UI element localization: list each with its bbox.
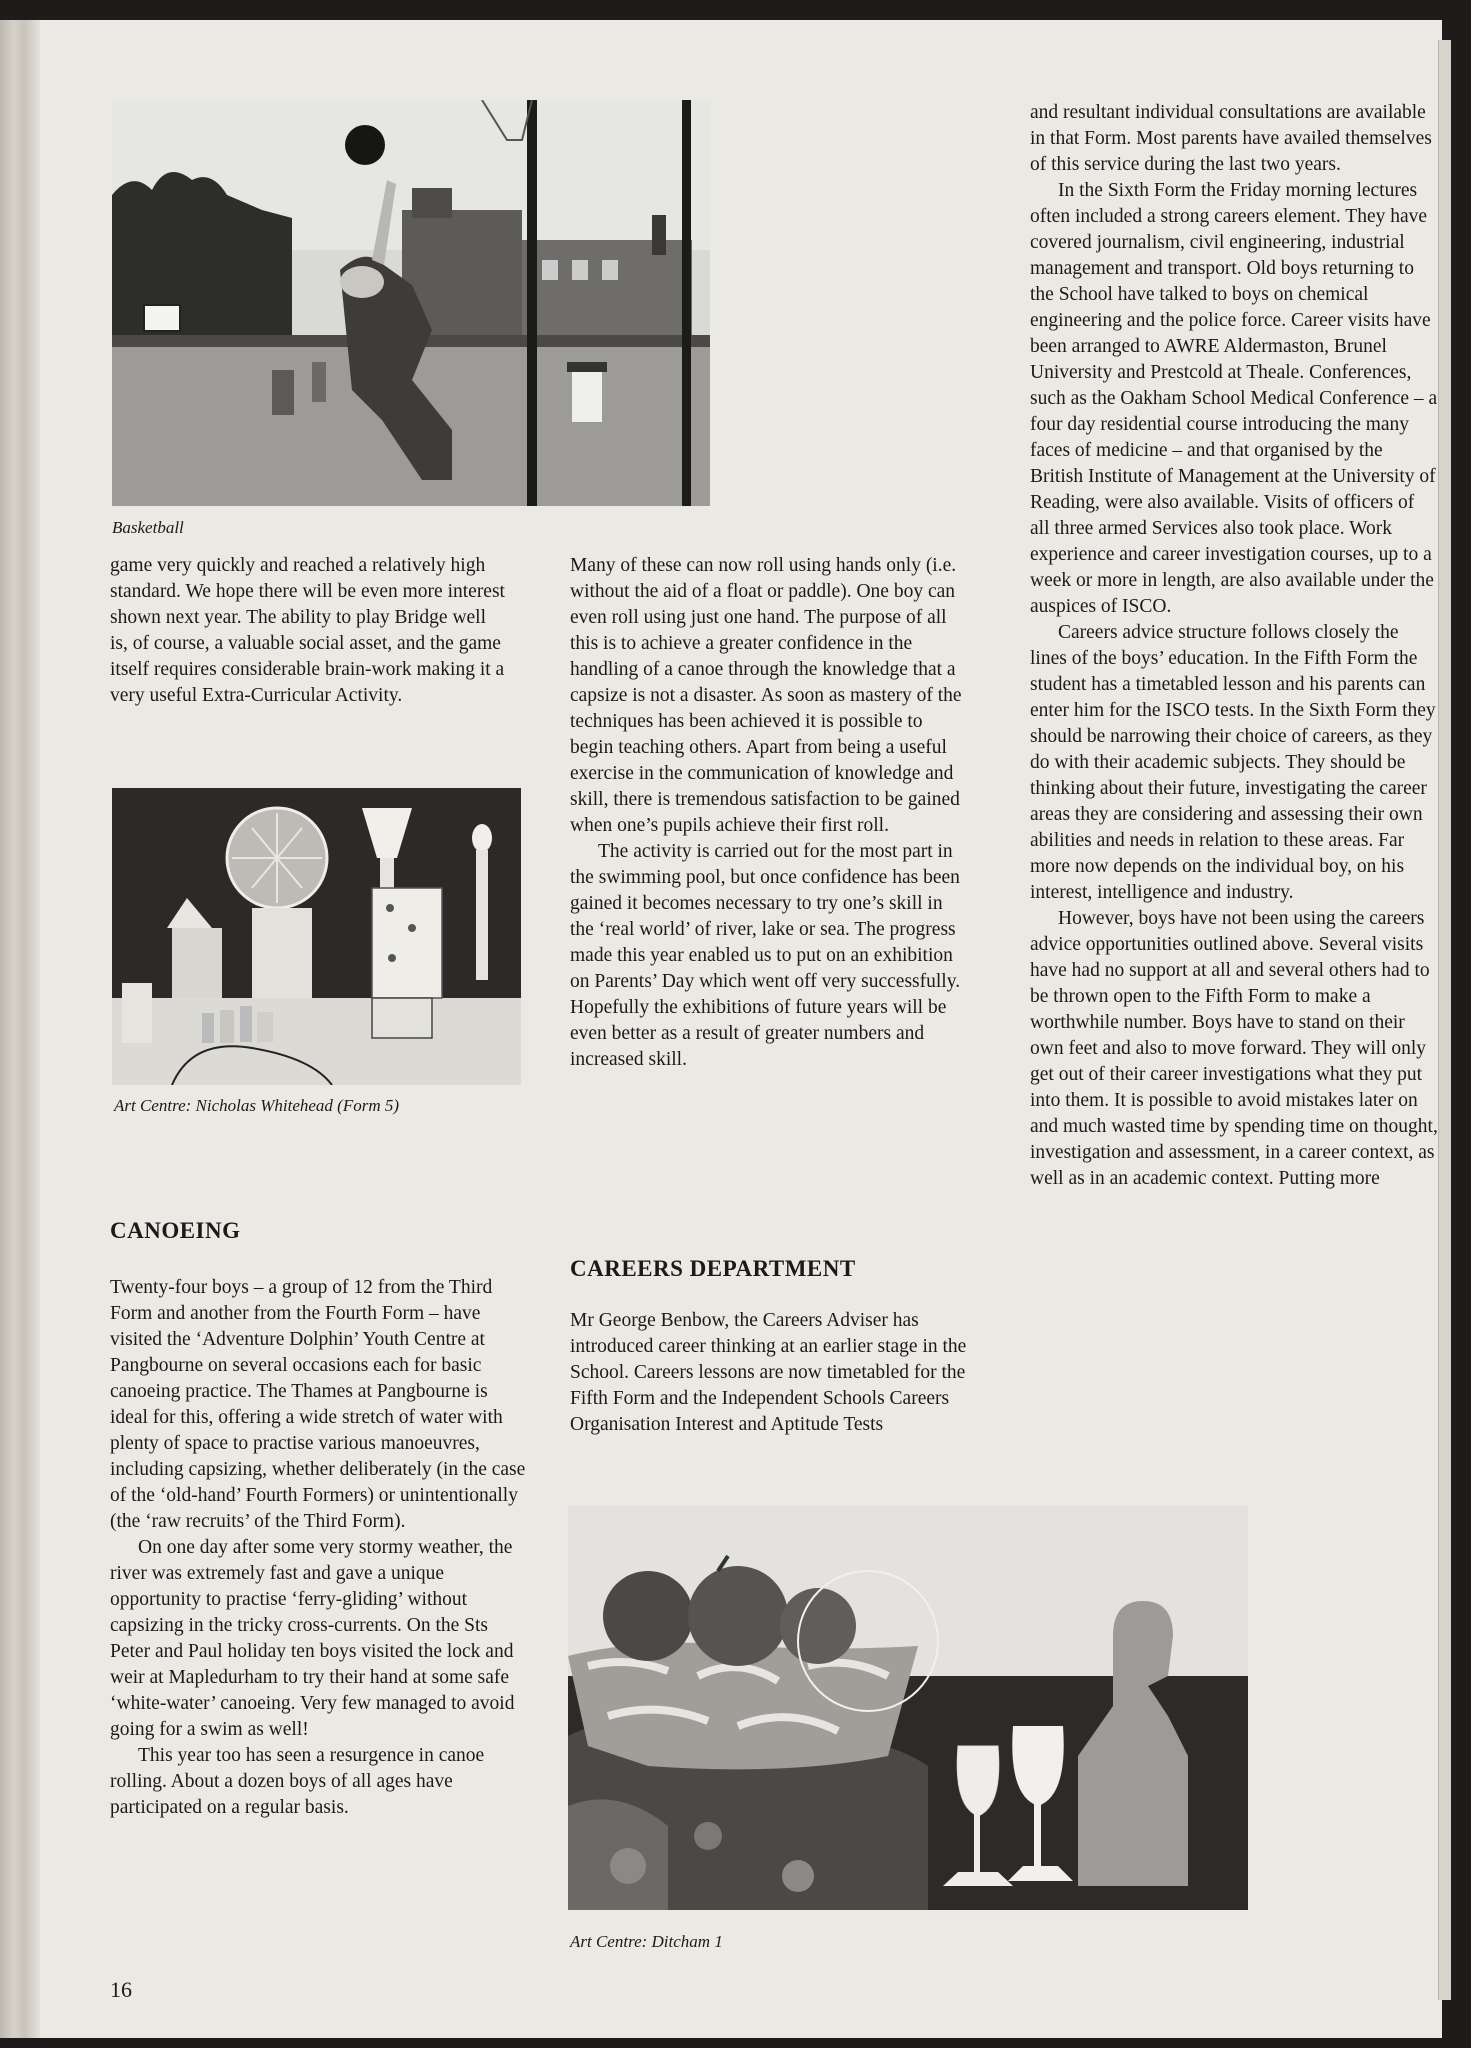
- ditcham-artwork: [568, 1506, 1248, 1910]
- canoeing-paragraph-2: On one day after some very stormy weather, the river was extremely fast and gave a unique opportunity to practise ‘ferry-gliding’ without capsizing in the tricky cross-currents. On the Sts Peter and Paul holiday ten boys visited the lock and weir at Mapledurham to try their hand at some safe ‘white-water’ canoeing. Very few managed to avoid going for a swim as well!: [110, 1537, 515, 1740]
- canoeing-paragraph-1: Twenty-four boys – a group of 12 from the Third Form and another from the Fourth Form – have visited the ‘Adventure Dolphin’ Youth Centre at Pangbourne on several occasions each for basic canoeing practice. The Thames at Pangbourne is ideal for this, offering a wide stretch of water with plenty of space to practise various manoeuvres, including capsizing, whether deliberately (in the case of the ‘old-hand’ Fourth Formers) or unintentionally (the ‘raw recruits’ of the Third Form).: [110, 1277, 526, 1532]
- whitehead-artwork: [112, 788, 521, 1085]
- book-spine: [0, 20, 40, 2038]
- careers-col2-paragraph: Mr George Benbow, the Careers Adviser has introduced career thinking at an earlier stage in the School. Careers lessons are now timetabled for the Fifth Form and the Independent Schools Careers Organisation Interest and Aptitude Tests: [570, 1310, 967, 1435]
- canoeing-heading: CANOEING: [110, 1218, 241, 1243]
- page-edge: [1438, 40, 1451, 2000]
- col2-paragraph-1: Many of these can now roll using hands only (i.e. without the aid of a float or paddle). One boy can even roll using just one hand. The purpose of all this is to achieve a greater confidence in the handling of a canoe through the knowledge that a capsize is not a disaster. As soon as mastery of the techniques has been achieved it is possible to begin teaching others. Apart from being a useful exercise in the communication of knowledge and skill, there is tremendous satisfaction to be gained when one’s pupils achieve their first roll.: [570, 555, 962, 836]
- col2-top-text: [570, 553, 970, 1073]
- page-number: 16: [110, 1977, 132, 2002]
- col1-top-paragraph: game very quickly and reached a relatively high standard. We hope there will be even more interest shown next year. The ability to play Bridge well is, of course, a valuable social asset, and the game itself requires considerable brain-work making it a very useful Extra-Curricular Activity.: [110, 555, 505, 706]
- careers-col3-paragraph-3: Careers advice structure follows closely the lines of the boys’ education. In the Fifth Form the student has a timetabled lesson and his parents can enter him for the ISCO tests. In the Sixth Form they should be narrowing their choice of careers, as they do with their academic subjects. They should be thinking about their future, investigating the career areas they are considering and assessing their own abilities and needs in relation to these areas. Far more now depends on the individual boy, on his interest, intelligence and industry.: [1030, 622, 1436, 903]
- col2-paragraph-2: The activity is carried out for the most part in the swimming pool, but once confidence has been gained it becomes necessary to try one’s skill in the ‘real world’ of river, lake or sea. The progress made this year enabled us to put on an exhibition on Parents’ Day which went off very successfully. Hopefully the exhibitions of future years will be even better as a result of greater numbers and increased skill.: [570, 841, 961, 1070]
- basketball-caption: Basketball: [112, 518, 184, 537]
- whitehead-caption: Art Centre: Nicholas Whitehead (Form 5): [114, 1096, 400, 1115]
- careers-col3-text: [1030, 100, 1438, 1192]
- careers-col3-paragraph-2: In the Sixth Form the Friday morning lectures often included a strong careers element. They have covered journalism, civil engineering, industrial management and transport. Old boys returning to the School have talked to boys on chemical engineering and the police force. Career visits have been arranged to AWRE Aldermaston, Brunel University and Prestcold at Theale. Conferences, such as the Oakham School Medical Conference – a four day residential course introducing the many faces of medicine – and that organised by the British Institute of Management at the University of Reading, were also available. Visits of officers of all three armed Services also took place. Work experience and career investigation courses, up to a week or more in length, are also available under the auspices of ISCO.: [1030, 180, 1438, 617]
- canoeing-text: [110, 1275, 530, 1821]
- careers-heading: CAREERS DEPARTMENT: [570, 1256, 856, 1281]
- basketball-photo: [112, 100, 710, 506]
- ditcham-caption: Art Centre: Ditcham 1: [570, 1932, 723, 1951]
- careers-col2-text: [570, 1308, 970, 1438]
- canoeing-paragraph-3: This year too has seen a resurgence in canoe rolling. About a dozen boys of all ages have participated on a regular basis.: [110, 1745, 485, 1818]
- careers-col3-paragraph-4: However, boys have not been using the careers advice opportunities outlined above. Several visits have had no support at all and several others had to be thrown open to the Fifth Form to make a worthwhile number. Boys have to stand on their own feet and also to move forward. They will only get out of their career investigations what they put into them. It is possible to avoid mistakes later on and much wasted time by spending time on thought, investigation and assessment, in a career context, as well as in an academic context. Putting more: [1030, 908, 1438, 1189]
- careers-col3-paragraph-1: and resultant individual consultations are available in that Form. Most parents have availed themselves of this service during the last two years.: [1030, 102, 1432, 175]
- col1-top-text: [110, 553, 505, 709]
